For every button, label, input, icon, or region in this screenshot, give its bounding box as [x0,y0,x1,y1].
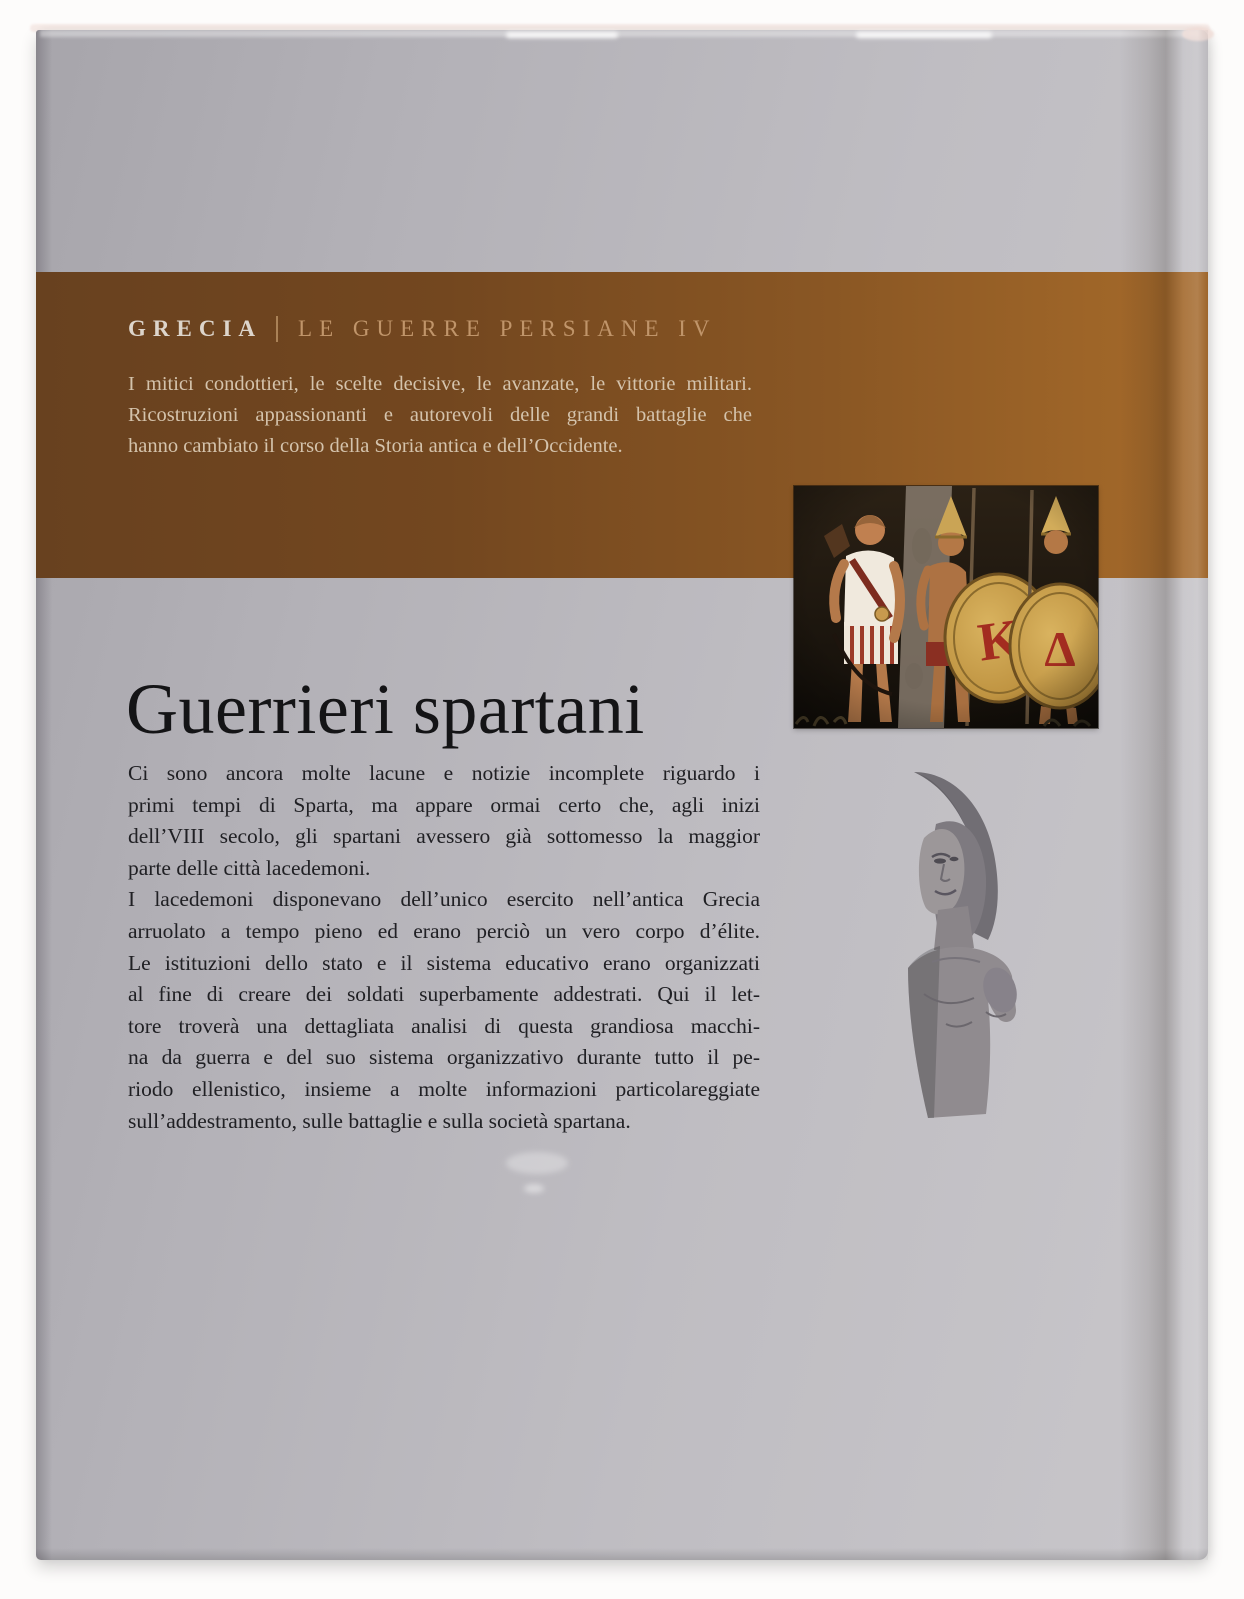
body-text-line: primi tempi di Sparta, ma appare ormai certo che, agli inizi [128,792,760,817]
glare-highlight [856,32,992,38]
blurb-line: hanno cambiato il corso della Storia antica e dell’Occidente. [128,435,623,457]
body-text-line: dell’VIII secolo, gli spartani avessero già sottomesso la maggior [128,824,760,849]
glare-highlight [506,32,618,38]
spartan-bust-photo [888,762,1038,1124]
body-text [128,758,760,1137]
body-text-line: I lacedemoni disponevano dell’unico esercito nell’antica Grecia [128,887,760,912]
body-text-line: na da guerra e del suo sistema organizzativo durante tutto il pe- [128,1045,760,1070]
top-edge-sheen [40,30,1200,37]
body-text-line: sull’addestramento, sulle battaglie e sulla società spartana. [128,1108,631,1133]
book-cover [36,30,1208,1560]
body-text-line: Ci sono ancora molte lacune e notizie incomplete riguardo i [128,761,760,785]
blurb-line: Ricostruzioni appassionanti e autorevoli delle grandi battaglie che [128,404,752,426]
body-text-line: arruolato a tempo pieno ed erano perciò un vero corpo d’élite. [128,918,760,943]
series-row [36,272,1208,342]
body-text-line: parte delle città lacedemoni. [128,855,371,880]
body-text-line: tore troverà una dettagliata analisi di questa grandiosa macchi- [128,1013,760,1038]
scratch-mark [506,1152,568,1174]
spartan-warriors-illustration [794,486,1098,728]
series-name: GRECIA [128,316,263,341]
band-blurb [128,369,752,462]
spine-groove [1120,30,1208,1560]
series-subtitle: LE GUERRE PERSIANE IV [298,316,717,341]
book-title: Guerrieri spartani [126,669,645,749]
scratch-mark [524,1184,544,1193]
body-text-line: Le istituzioni dello stato e il sistema educativo erano organizzati [128,950,760,975]
blurb-line: I mitici condottieri, le scelte decisive, le avanzate, le vittorie militari. [128,373,752,395]
body-text-line: al fine di creare dei soldati superbamente addestrati. Qui il let- [128,982,760,1007]
body-text-line: riodo ellenistico, insieme a molte informazioni particolareggiate [128,1076,760,1101]
series-separator [276,316,278,342]
